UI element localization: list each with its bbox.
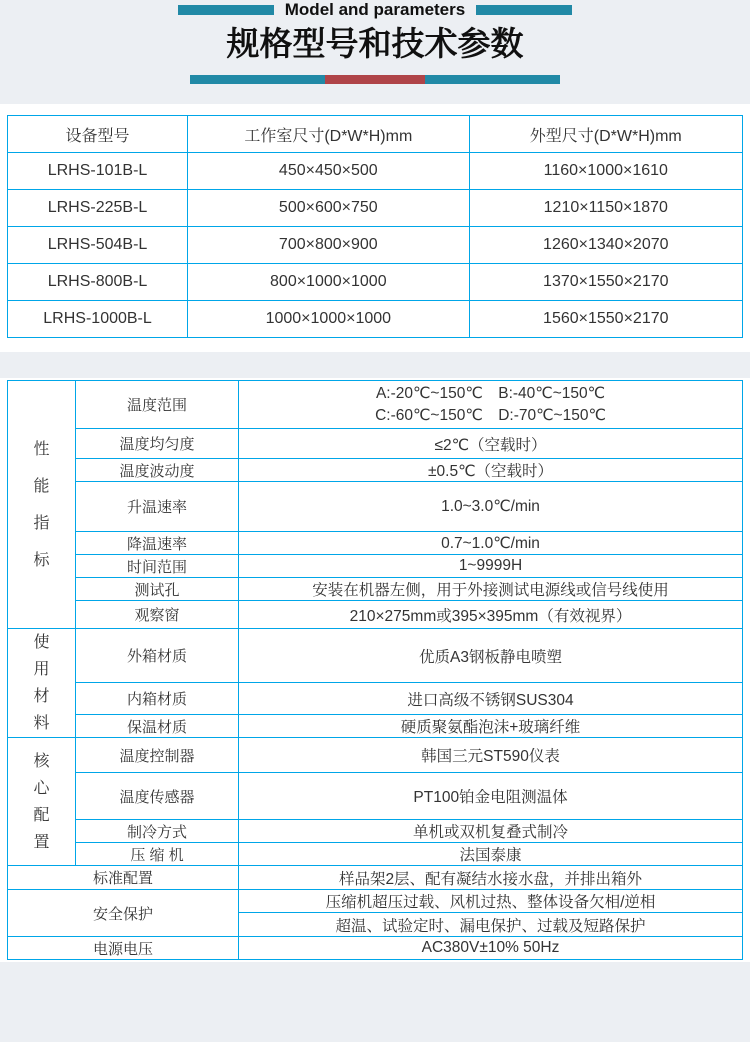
spec-label: 制冷方式 bbox=[76, 820, 239, 843]
spec-label: 压 缩 机 bbox=[76, 843, 239, 866]
table-row bbox=[8, 601, 743, 629]
table-row bbox=[8, 429, 743, 459]
underline-teal-right bbox=[425, 75, 560, 84]
table-row bbox=[8, 578, 743, 601]
col-header-exterior-size: 外型尺寸(D*W*H)mm bbox=[469, 116, 742, 153]
page-title: 规格型号和技术参数 bbox=[226, 25, 524, 62]
eyebrow-left-bar bbox=[178, 5, 274, 15]
cell-model: LRHS-800B-L bbox=[8, 264, 188, 301]
spec-value: 韩国三元ST590仪表 bbox=[239, 738, 743, 773]
title-underline bbox=[190, 75, 560, 84]
models-header-row bbox=[8, 116, 743, 153]
spec-value: AC380V±10% 50Hz bbox=[239, 937, 743, 960]
table-row bbox=[8, 890, 743, 913]
spec-value-temp-range bbox=[239, 381, 743, 429]
table-row bbox=[8, 381, 743, 429]
cell-chamber-size: 1000×1000×1000 bbox=[188, 301, 470, 338]
spec-value: PT100铂金电阻测温体 bbox=[239, 773, 743, 820]
spec-label: 温度均匀度 bbox=[76, 429, 239, 459]
group-label-core: 核心配置 bbox=[33, 752, 50, 851]
group-cell-performance bbox=[8, 381, 76, 629]
spec-label: 温度范围 bbox=[76, 381, 239, 429]
cell-exterior-size: 1370×1550×2170 bbox=[469, 264, 742, 301]
spec-value: 0.7~1.0℃/min bbox=[239, 532, 743, 555]
spec-value: 样品架2层、配有凝结水接水盘，并排出箱外 bbox=[239, 866, 743, 890]
cell-model: LRHS-225B-L bbox=[8, 190, 188, 227]
eyebrow-right-bar bbox=[476, 5, 572, 15]
group-label-performance: 性能指标 bbox=[33, 440, 50, 569]
cell-chamber-size: 500×600×750 bbox=[188, 190, 470, 227]
models-table bbox=[7, 115, 743, 338]
table-row bbox=[8, 190, 743, 227]
table-row bbox=[8, 715, 743, 738]
spec-value: 210×275mm或395×395mm（有效视界） bbox=[239, 601, 743, 629]
table-row bbox=[8, 264, 743, 301]
spec-label: 降温速率 bbox=[76, 532, 239, 555]
section-header bbox=[0, 0, 750, 104]
table-row bbox=[8, 153, 743, 190]
table-row bbox=[8, 683, 743, 715]
table-row bbox=[8, 459, 743, 482]
cell-chamber-size: 450×450×500 bbox=[188, 153, 470, 190]
spec-label: 时间范围 bbox=[76, 555, 239, 578]
spec-label: 升温速率 bbox=[76, 482, 239, 532]
spec-value: 进口高级不锈钢SUS304 bbox=[239, 683, 743, 715]
table-row bbox=[8, 555, 743, 578]
spec-label: 测试孔 bbox=[76, 578, 239, 601]
cell-chamber-size: 800×1000×1000 bbox=[188, 264, 470, 301]
spec-value: 1.0~3.0℃/min bbox=[239, 482, 743, 532]
group-cell-materials bbox=[8, 629, 76, 738]
spec-value: ±0.5℃（空载时） bbox=[239, 459, 743, 482]
cell-exterior-size: 1560×1550×2170 bbox=[469, 301, 742, 338]
spec-label: 保温材质 bbox=[76, 715, 239, 738]
spec-label: 温度传感器 bbox=[76, 773, 239, 820]
table-row bbox=[8, 843, 743, 866]
table-row bbox=[8, 629, 743, 683]
table-row bbox=[8, 773, 743, 820]
underline-red-center bbox=[325, 75, 425, 84]
temp-range-line2: C:-60℃~150℃ D:-70℃~150℃ bbox=[375, 406, 606, 424]
col-header-model: 设备型号 bbox=[8, 116, 188, 153]
specs-panel bbox=[0, 378, 750, 962]
eyebrow-text: Model and parameters bbox=[284, 0, 466, 19]
table-row bbox=[8, 301, 743, 338]
spec-label-safety: 安全保护 bbox=[8, 890, 239, 937]
spec-value: 安装在机器左侧，用于外接测试电源线或信号线使用 bbox=[239, 578, 743, 601]
spec-label: 温度波动度 bbox=[76, 459, 239, 482]
panel-gap bbox=[0, 352, 750, 378]
spec-label: 外箱材质 bbox=[76, 629, 239, 683]
spec-label-power: 电源电压 bbox=[8, 937, 239, 960]
group-label-materials: 使用材料 bbox=[33, 634, 50, 732]
models-panel bbox=[0, 104, 750, 352]
eyebrow-row bbox=[0, 2, 750, 18]
cell-chamber-size: 700×800×900 bbox=[188, 227, 470, 264]
table-row bbox=[8, 866, 743, 890]
table-row bbox=[8, 532, 743, 555]
spec-value: ≤2℃（空载时） bbox=[239, 429, 743, 459]
spec-value-safety-line1: 压缩机超压过载、风机过热、整体设备欠相/逆相 bbox=[239, 890, 743, 913]
spec-value: 1~9999H bbox=[239, 555, 743, 578]
table-row bbox=[8, 482, 743, 532]
temp-range-line1: A:-20℃~150℃ B:-40℃~150℃ bbox=[375, 384, 606, 402]
col-header-chamber-size: 工作室尺寸(D*W*H)mm bbox=[188, 116, 470, 153]
table-row bbox=[8, 227, 743, 264]
spec-label: 内箱材质 bbox=[76, 683, 239, 715]
group-cell-core bbox=[8, 738, 76, 866]
spec-label: 观察窗 bbox=[76, 601, 239, 629]
spec-value: 单机或双机复叠式制冷 bbox=[239, 820, 743, 843]
spec-value: 优质A3钢板静电喷塑 bbox=[239, 629, 743, 683]
table-row bbox=[8, 738, 743, 773]
cell-model: LRHS-1000B-L bbox=[8, 301, 188, 338]
table-row bbox=[8, 820, 743, 843]
spec-value: 硬质聚氨酯泡沫+玻璃纤维 bbox=[239, 715, 743, 738]
table-row bbox=[8, 937, 743, 960]
cell-model: LRHS-504B-L bbox=[8, 227, 188, 264]
cell-model: LRHS-101B-L bbox=[8, 153, 188, 190]
spec-label: 温度控制器 bbox=[76, 738, 239, 773]
cell-exterior-size: 1260×1340×2070 bbox=[469, 227, 742, 264]
underline-teal-left bbox=[190, 75, 325, 84]
specs-table bbox=[7, 380, 743, 960]
spec-value-safety-line2: 超温、试验定时、漏电保护、过载及短路保护 bbox=[239, 913, 743, 937]
cell-exterior-size: 1210×1150×1870 bbox=[469, 190, 742, 227]
spec-value: 法国泰康 bbox=[239, 843, 743, 866]
spec-label-standard-config: 标准配置 bbox=[8, 866, 239, 890]
cell-exterior-size: 1160×1000×1610 bbox=[469, 153, 742, 190]
